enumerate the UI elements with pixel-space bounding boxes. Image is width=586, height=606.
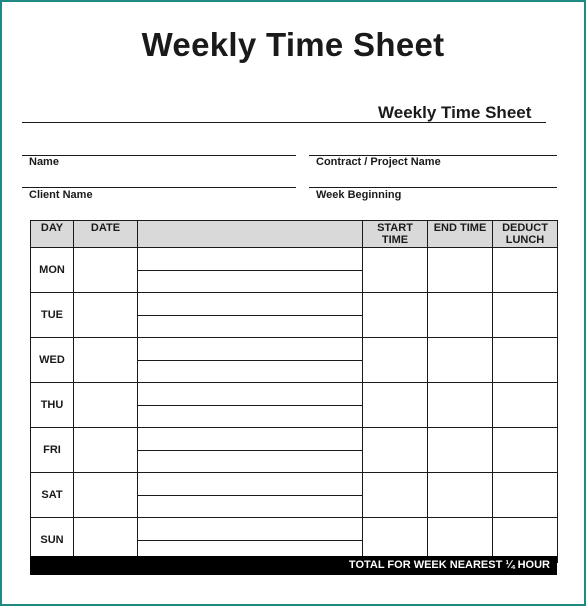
week-field-line[interactable] [309,187,557,188]
name-label: Name [29,156,59,168]
deduct-lunch-cell[interactable] [493,248,558,293]
deduct-lunch-header: DEDUCT LUNCH [493,221,558,248]
date-cell[interactable] [74,293,138,338]
day-cell: SUN [31,518,74,563]
deduct-lunch-cell[interactable] [493,338,558,383]
table-row [31,383,558,406]
start-time-header: START TIME [363,221,428,248]
description-cell[interactable] [138,495,363,518]
end-time-cell[interactable] [428,383,493,428]
description-cell[interactable] [138,248,363,271]
end-time-cell[interactable] [428,473,493,518]
day-cell: THU [31,383,74,428]
description-cell[interactable] [138,383,363,406]
client-field-line[interactable] [22,187,296,188]
description-cell[interactable] [138,360,363,383]
table-row [31,293,558,316]
description-cell[interactable] [138,270,363,293]
start-time-cell[interactable] [363,248,428,293]
table-row [31,473,558,496]
day-cell: WED [31,338,74,383]
week-beginning-label: Week Beginning [316,189,402,201]
date-header: DATE [74,221,138,248]
description-cell[interactable] [138,450,363,473]
page-title: Weekly Time Sheet [141,26,445,63]
deduct-lunch-cell[interactable] [493,293,558,338]
start-time-cell[interactable] [363,293,428,338]
day-cell: SAT [31,473,74,518]
subtitle-rule [22,122,546,123]
description-header [138,221,363,248]
start-time-cell[interactable] [363,428,428,473]
end-time-header: END TIME [428,221,493,248]
end-time-cell[interactable] [428,428,493,473]
end-time-cell[interactable] [428,338,493,383]
contract-project-label: Contract / Project Name [316,156,441,168]
end-time-cell[interactable] [428,293,493,338]
table-row [31,428,558,451]
day-cell: TUE [31,293,74,338]
deduct-lunch-cell[interactable] [493,383,558,428]
description-cell[interactable] [138,293,363,316]
date-cell[interactable] [74,338,138,383]
table-header-row [31,221,558,248]
description-cell[interactable] [138,338,363,361]
table-row [31,518,558,541]
deduct-lunch-cell[interactable] [493,473,558,518]
start-time-cell[interactable] [363,383,428,428]
weekly-total-bar: TOTAL FOR WEEK NEAREST ¼ HOUR [30,556,557,575]
description-cell[interactable] [138,315,363,338]
day-cell: MON [31,248,74,293]
table-row [31,338,558,361]
date-cell[interactable] [74,428,138,473]
description-cell[interactable] [138,518,363,541]
time-table [30,220,558,563]
date-cell[interactable] [74,473,138,518]
start-time-cell[interactable] [363,338,428,383]
end-time-cell[interactable] [428,248,493,293]
description-cell[interactable] [138,405,363,428]
date-cell[interactable] [74,383,138,428]
deduct-lunch-cell[interactable] [493,428,558,473]
name-field-line[interactable] [22,155,296,156]
table-row [31,248,558,271]
sheet-subtitle: Weekly Time Sheet [378,103,532,122]
start-time-cell[interactable] [363,473,428,518]
description-cell[interactable] [138,428,363,451]
date-cell[interactable] [74,248,138,293]
day-header: DAY [31,221,74,248]
client-name-label: Client Name [29,189,93,201]
description-cell[interactable] [138,473,363,496]
day-cell: FRI [31,428,74,473]
